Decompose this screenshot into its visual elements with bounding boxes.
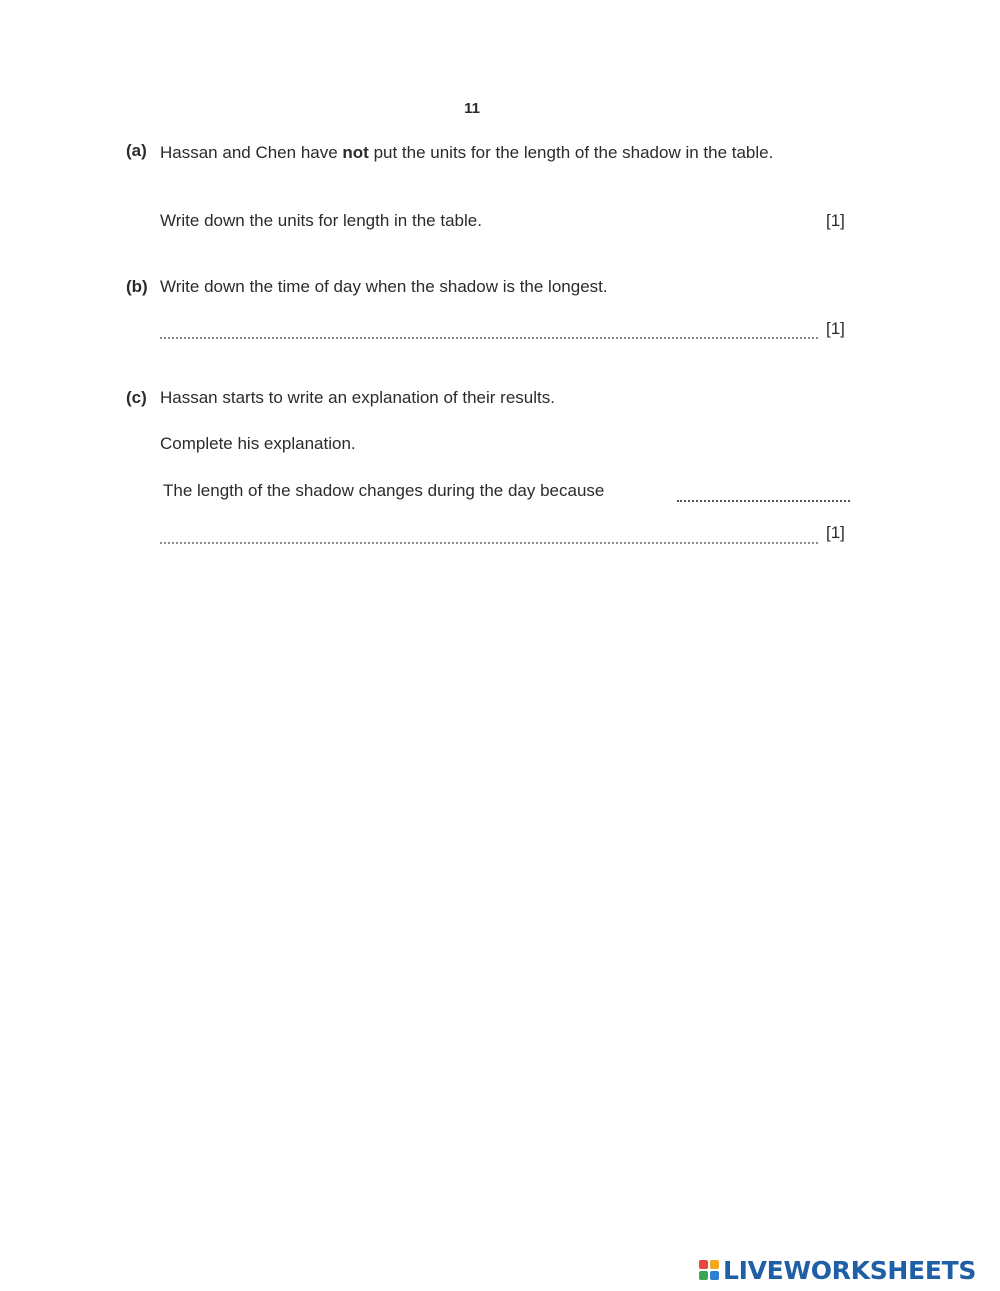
question-b-text: Write down the time of day when the shadow is the longest. bbox=[160, 277, 608, 296]
question-c-answer-line-2[interactable] bbox=[160, 542, 818, 544]
liveworksheets-logo-icon bbox=[698, 1259, 720, 1281]
question-c-instruction: Complete his explanation. bbox=[160, 434, 356, 453]
question-a-marks: [1] bbox=[826, 211, 845, 230]
liveworksheets-wordmark: LIVEWORKSHEETS bbox=[723, 1255, 977, 1285]
question-c-text: Hassan starts to write an explanation of their results. bbox=[160, 388, 555, 407]
liveworksheets-branding bbox=[698, 1255, 976, 1285]
question-a-label: (a) bbox=[126, 141, 147, 160]
logo-square-green bbox=[699, 1271, 708, 1280]
logo-square-orange bbox=[710, 1260, 719, 1269]
question-b-marks: [1] bbox=[826, 319, 845, 338]
question-c-marks: [1] bbox=[826, 523, 845, 542]
question-c-answer-line-1[interactable] bbox=[677, 500, 850, 502]
question-a-instruction: Write down the units for length in the table. bbox=[160, 211, 482, 230]
question-a-text-start: Hassan and Chen have bbox=[160, 143, 343, 162]
question-b-answer-line[interactable] bbox=[160, 337, 818, 339]
question-a-text-emphasis: not bbox=[342, 143, 369, 162]
logo-square-red bbox=[699, 1260, 708, 1269]
question-b-label: (b) bbox=[126, 277, 148, 296]
question-a-text bbox=[160, 141, 850, 164]
page-number: 11 bbox=[464, 100, 480, 117]
question-a-text-end: put the units for the length of the shadow in the table. bbox=[368, 143, 774, 162]
question-c-label: (c) bbox=[126, 388, 147, 407]
logo-square-blue bbox=[710, 1271, 719, 1280]
question-c-sentence-start: The length of the shadow changes during the day because bbox=[163, 481, 605, 500]
